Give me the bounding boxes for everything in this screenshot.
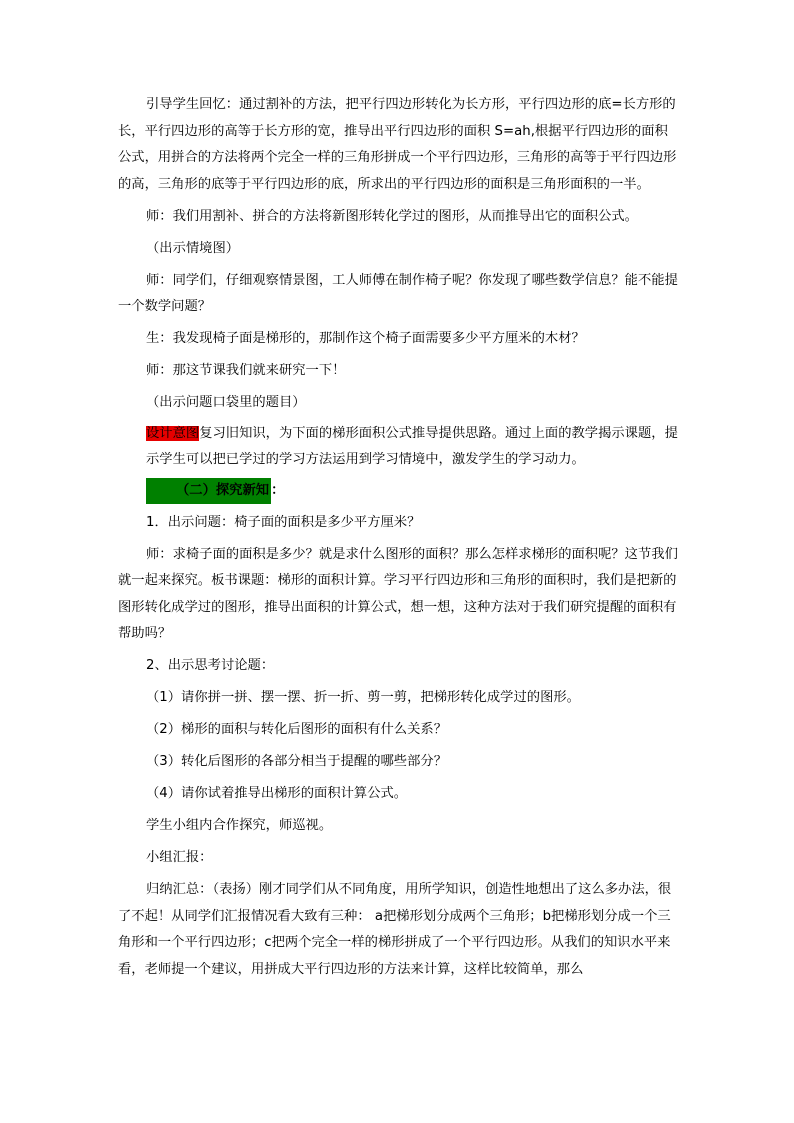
paragraph-show-scene: （出示情境图） [146,240,240,256]
paragraph-group-work: 学生小组内合作探究，师巡视。 [146,818,333,833]
document-body [118,92,678,989]
paragraph-discussion-title: 2、出示思考讨论题： [146,658,275,673]
design-intent-text: 复习旧知识，为下面的梯形面积公式推导提供思路。通过上面的教学揭示课题，提示学生可以把已学过的学习方法运用到学习情境中，激发学生的学习动力。 [146,425,678,467]
section-heading-colon: ： [271,482,285,498]
paragraph-question-1: （1）请你拼一拼、摆一摆、折一折、剪一剪，把梯形转化成学过的图形。 [146,690,580,705]
paragraph-question-2: （2）梯形的面积与转化后图形的面积有什么关系？ [146,722,447,737]
paragraph-summary: 归纳汇总：（表扬）刚才同学们从不同角度，用所学知识，创造性地想出了这么多办法，很了不起！从同学们汇报情况看大致有三种： a把梯形划分成两个三角形；b把梯形划分成一个三角形和一个平行四边形；c把两个完全一样的梯形拼成了一个平行四边形。从我们的知识水平来看，老师提一个建议，用拼成大平行四边形的方法来计算，这样比较简单，那么 [118,882,672,977]
paragraph-question-4: （4）请你试着推导出梯形的面积计算公式。 [146,786,408,801]
paragraph-show-problem: （出示问题口袋里的题目） [146,395,306,410]
paragraph-review: 引导学生回忆：通过割补的方法，把平行四边形转化为长方形，平行四边形的底=长方形的长，平行四边形的高等于长方形的宽，推导出平行四边形的面积 S=ah,根据平行四边形的面积公式，用拼合的方法将两个完全一样的三角形拼成一个平行四边形，三角形的高等于平行四边形的高，三角形的底等于平行四边形的底，所求出的平行四边形的面积是三角形面积的一半。 [118,97,677,192]
section-heading-explore [118,478,678,505]
paragraph-question-3: （3）转化后图形的各部分相当于提醒的哪些部分？ [146,754,447,769]
paragraph-teacher-question: 师：同学们，仔细观察情景图，工人师傅在制作椅子呢？你发现了哪些数学信息？能不能提一个数学问题？ [118,272,678,314]
paragraph-design-intent [118,421,678,474]
paragraph-student-answer: 生：我发现椅子面是梯形的，那制作这个椅子面需要多少平方厘米的木材？ [146,331,585,346]
paragraph-teacher-research: 师：那这节课我们就来研究一下！ [146,363,346,378]
section-heading-label: （二）探究新知 [146,478,271,505]
paragraph-teacher-explore: 师：求椅子面的面积是多少？就是求什么图形的面积？那么怎样求梯形的面积呢？这节我们就一起来探究。板书课题：梯形的面积计算。学习平行四边形和三角形的面积时，我们是把新的图形转化成学过的图形，推导出面积的计算公式，想一想，这种方法对于我们研究提醒的面积有帮助吗？ [118,546,678,641]
design-intent-label: 设计意图 [146,425,200,441]
paragraph-teacher-summary: 师：我们用割补、拼合的方法将新图形转化学过的图形，从而推导出它的面积公式。 [146,208,638,224]
paragraph-problem-1: 1．出示问题：椅子面的面积是多少平方厘米？ [146,514,421,530]
paragraph-group-report: 小组汇报： [146,850,213,865]
